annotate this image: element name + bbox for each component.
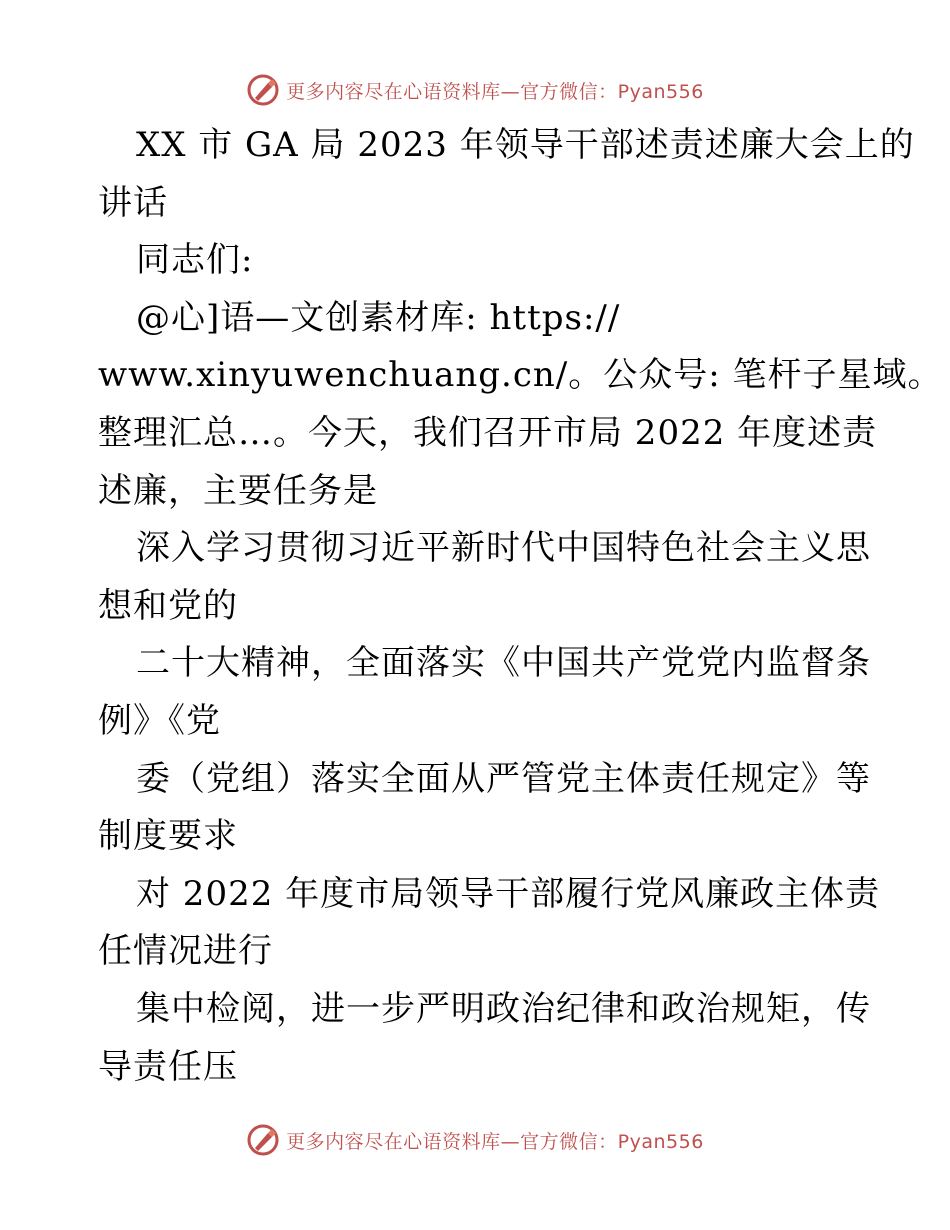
- body-line-9: 委（党组）落实全面从严管党主体责任规定》等: [136, 758, 871, 799]
- body-line-1: @心]语—文创素材库: https://: [136, 297, 621, 338]
- body-line-6: 想和党的: [98, 585, 238, 626]
- body-line-12: 任情况进行: [98, 931, 273, 972]
- body-line-5: 深入学习贯彻习近平新时代中国特色社会主义思: [136, 528, 871, 569]
- body-line-10: 制度要求: [98, 816, 238, 857]
- body-line-4: 述廉，主要任务是: [98, 470, 378, 511]
- body-line-13: 集中检阅，进一步严明政治纪律和政治规矩，传: [136, 988, 871, 1029]
- document-body: [98, 117, 943, 1096]
- body-line-8: 例》《党: [98, 700, 221, 741]
- footer-banner-text: 更多内容尽在心语资料库—官方微信：Pyan556: [286, 1130, 704, 1153]
- body-line-7: 二十大精神，全面落实《中国共产党党内监督条: [136, 643, 871, 684]
- body-line-14: 导责任压: [98, 1046, 238, 1087]
- header-wechat-id: Pyan556: [617, 80, 704, 103]
- body-line-2: www.xinyuwenchuang.cn/。公众号: 笔杆子星域。: [98, 355, 943, 396]
- salutation: 同志们:: [136, 240, 254, 281]
- title-line-1: XX 市 GA 局 2023 年领导干部述责述廉大会上的: [136, 125, 915, 165]
- footer-wechat-id: Pyan556: [617, 1130, 704, 1153]
- title-line-2: 讲话: [98, 182, 168, 223]
- pen-nib-logo-icon: [246, 1123, 280, 1157]
- pen-nib-logo-icon: [246, 73, 280, 107]
- header-banner: [0, 70, 950, 110]
- body-line-3: 整理汇总…。今天，我们召开市局 2022 年度述责: [98, 412, 878, 453]
- header-banner-text: 更多内容尽在心语资料库—官方微信：Pyan556: [286, 80, 704, 103]
- footer-banner: [0, 1120, 950, 1160]
- body-line-11: 对 2022 年度市局领导干部履行党风廉政主体责: [136, 873, 881, 914]
